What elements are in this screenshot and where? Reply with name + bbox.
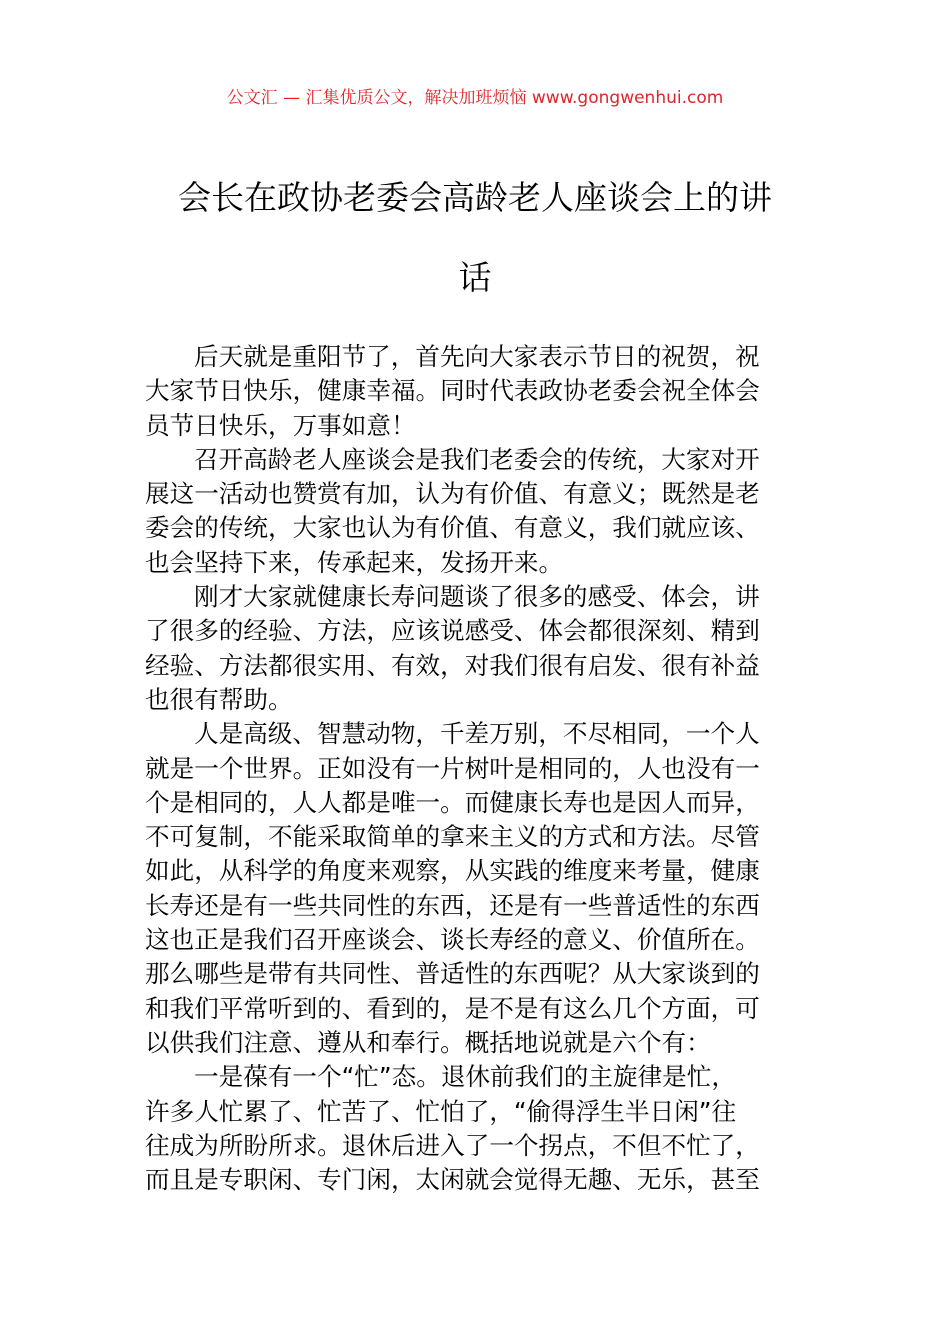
paragraph-line: 后天就是重阳节了，首先向大家表示节日的祝贺，祝 [194, 342, 760, 371]
paragraph-line: 了很多的经验、方法，应该说感受、体会都很深刻、精到 [145, 616, 760, 646]
site-banner-text: 公文汇 — 汇集优质公文，解决加班烦恼 www.gongwenhui.com [226, 88, 724, 108]
paragraph-line: 以供我们注意、遵从和奉行。概括地说就是六个有： [145, 1027, 711, 1057]
paragraph-line: 一是葆有一个“忙”态。退休前我们的主旋律是忙， [194, 1062, 736, 1092]
document-title [145, 176, 805, 300]
paragraph-line: 员节日快乐，万事如意！ [145, 410, 416, 440]
paragraph-line: 个是相同的，人人都是唯一。而健康长寿也是因人而异， [145, 787, 760, 817]
paragraph-experience [145, 580, 810, 717]
paragraph-line: 也很有帮助。 [145, 684, 293, 714]
paragraph-line: 人是高级、智慧动物，千差万别，不尽相同，一个人 [194, 719, 760, 749]
paragraph-line: 大家节日快乐，健康幸福。同时代表政协老委会祝全体会 [145, 376, 760, 406]
paragraph-line: 不可复制，不能采取简单的拿来主义的方式和方法。尽管 [145, 822, 760, 852]
paragraph-line: 长寿还是有一些共同性的东西，还是有一些普适性的东西 [145, 890, 760, 920]
paragraph-line: 和我们平常听到的、看到的，是不是有这么几个方面，可 [145, 993, 760, 1023]
paragraph-line: 往成为所盼所求。退休后进入了一个拐点，不但不忙了， [145, 1130, 760, 1160]
document-title-line: 话 [458, 258, 492, 297]
paragraph-line: 召开高龄老人座谈会是我们老委会的传统，大家对开 [194, 444, 760, 474]
paragraph-line: 刚才大家就健康长寿问题谈了很多的感受、体会，讲 [194, 582, 760, 612]
paragraph-line: 这也正是我们召开座谈会、谈长寿经的意义、价值所在。 [145, 925, 760, 955]
paragraph-line: 就是一个世界。正如没有一片树叶是相同的，人也没有一 [145, 753, 760, 783]
paragraph-line: 展这一活动也赞赏有加，认为有价值、有意义；既然是老 [145, 479, 760, 509]
document-body [145, 340, 810, 1197]
paragraph-commonality [145, 717, 810, 1060]
paragraph-tradition [145, 443, 810, 580]
paragraph-greeting [145, 340, 810, 443]
paragraph-line: 如此，从科学的角度来观察，从实践的维度来考量，健康 [145, 856, 760, 886]
site-banner [0, 84, 950, 112]
paragraph-line: 许多人忙累了、忙苦了、忙怕了，“偷得浮生半日闲”往 [145, 1096, 737, 1126]
paragraph-line: 而且是专职闲、专门闲，太闲就会觉得无趣、无乐，甚至 [145, 1165, 760, 1195]
document-title-line: 会长在政协老委会高龄老人座谈会上的讲 [178, 178, 772, 217]
paragraph-line: 委会的传统，大家也认为有价值、有意义，我们就应该、 [145, 513, 760, 543]
paragraph-line: 经验、方法都很实用、有效，对我们很有启发、很有补益 [145, 650, 760, 680]
paragraph-line: 那么哪些是带有共同性、普适性的东西呢？从大家谈到的 [145, 959, 760, 989]
paragraph-line: 也会坚持下来，传承起来，发扬开来。 [145, 547, 564, 577]
paragraph-busy-state [145, 1060, 810, 1197]
